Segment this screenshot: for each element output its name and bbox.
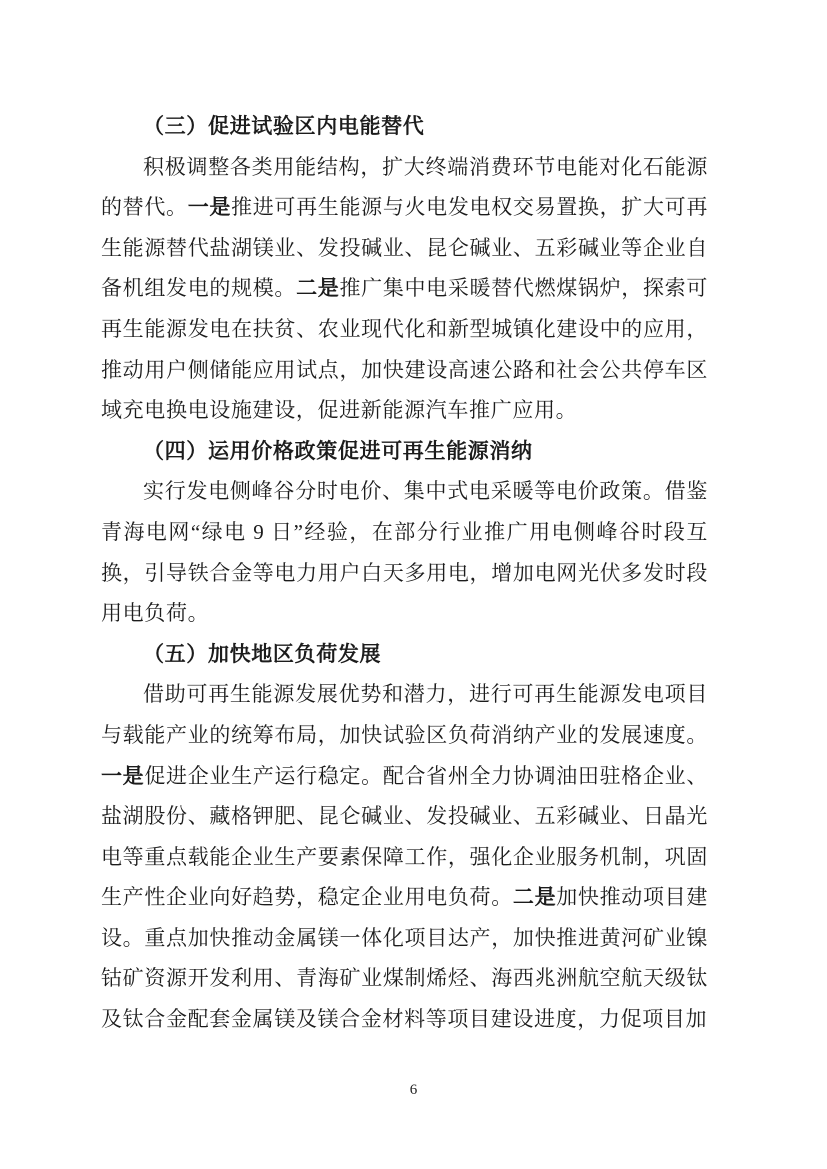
section-paragraph [101,674,708,1039]
text-run: 推广集中电采暖替代燃煤锅炉，探索可再生能源发电在扶贫、农业现代化和新型城镇化建设中的应用，推动用户侧储能应用试点，加快建设高速公路和社会公共停车区域充电换电设施建设，促进新能源汽车推广应用。 [101,276,708,423]
section-heading: （四）运用价格政策促进可再生能源消纳 [143,438,533,463]
emphasis-run: 一是 [187,195,232,220]
document-section [101,431,708,634]
document-section [101,634,708,1040]
section-paragraph [101,471,708,633]
emphasis-run: 二是 [512,885,557,910]
text-run: 积极调整各类用能结构，扩大终端消费环节电能对化石能源的替代。 [101,154,708,220]
text-run: 推进可再生能源与火电发电权交易置换，扩大可再生能源替代盐湖镁业、发投碱业、昆仑碱业、五彩碱业等企业自备机组发电的规模。 [101,195,708,301]
document-content [101,106,708,1040]
text-run: 借助可再生能源发展优势和潜力，进行可再生能源发电项目与载能产业的统筹布局，加快试验区负荷消纳产业的发展速度。 [101,682,708,747]
emphasis-run: 二是 [296,276,340,301]
emphasis-run: 一是 [101,763,145,788]
document-section [101,106,708,431]
page-footer [0,1080,827,1100]
section-heading: （三）促进试验区内电能替代 [143,114,425,138]
text-run: 加快推动项目建设。重点加快推动金属镁一体化项目达产，加快推进黄河矿业镍钴矿资源开发利用、青海矿业煤制烯烃、海西兆洲航空航天级钛及钛合金配套金属镁及镁合金材料等项目建设进度，力促项目加 [101,885,708,1032]
section-heading: （五）加快地区负荷发展 [143,641,382,666]
text-run: 促进企业生产运行稳定。配合省州全力协调油田驻格企业、盐湖股份、藏格钾肥、昆仑碱业、发投碱业、五彩碱业、日晶光电等重点载能企业生产要素保障工作，强化企业服务机制，巩固生产性企业向好趋势，稳定企业用电负荷。 [101,763,708,910]
text-run: 实行发电侧峰谷分时电价、集中式电采暖等电价政策。借鉴青海电网“绿电 9 日”经验，在部分行业推广用电侧峰谷时段互换，引导铁合金等电力用户白天多用电，增加电网光伏多发时段用电负荷。 [101,479,708,626]
page-number: 6 [409,1082,418,1098]
section-paragraph [101,147,708,431]
